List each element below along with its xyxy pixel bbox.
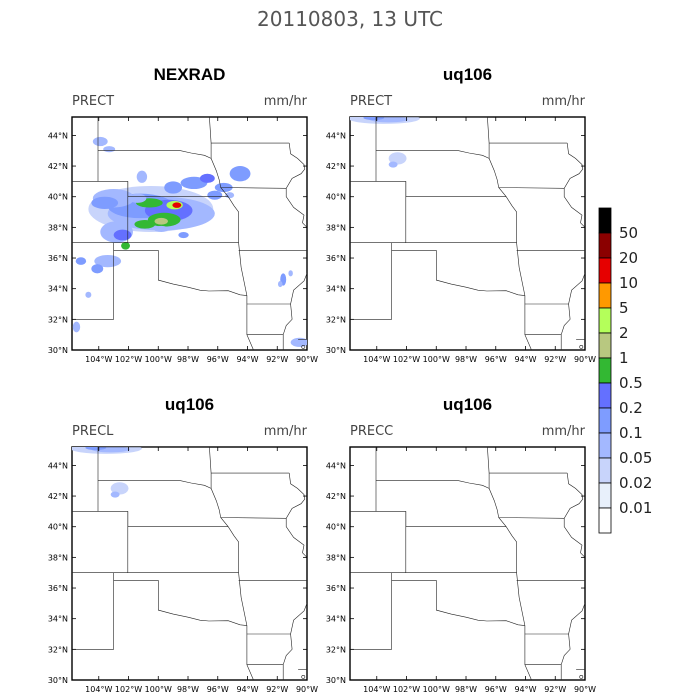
lon-tick-label: 100°W: [144, 355, 172, 364]
lat-tick-label: 34°N: [47, 614, 68, 624]
figure-title: 20110803, 13 UTC: [257, 7, 443, 31]
lon-tick-label: 90°W: [573, 355, 597, 364]
colorbar: [599, 208, 652, 533]
lon-tick-label: 92°W: [266, 355, 289, 364]
lat-tick-label: 32°N: [325, 315, 346, 325]
precip-blob: [363, 115, 384, 120]
lon-tick-label: 94°W: [514, 355, 537, 364]
precip-blob: [137, 171, 147, 183]
lat-tick-label: 40°N: [47, 192, 68, 202]
lat-tick-label: 38°N: [325, 223, 346, 233]
map-panels: [48, 65, 596, 694]
colorbar-label: 0.05: [619, 449, 653, 467]
precip-blob: [76, 257, 86, 265]
map-frame: [350, 447, 585, 680]
precip-blob: [73, 322, 80, 333]
lon-tick-label: 100°W: [422, 685, 450, 694]
colorbar-label: 20: [619, 249, 639, 267]
colorbar-label: 50: [619, 224, 639, 242]
panel-variable: PRECC: [350, 424, 394, 439]
panel-variable: PRECT: [72, 94, 115, 109]
colorbar-swatch: [599, 433, 611, 458]
panel-title: uq106: [442, 395, 493, 414]
lon-tick-label: 98°W: [176, 685, 200, 694]
lon-tick-label: 104°W: [363, 355, 391, 364]
colorbar-label: 0.01: [619, 499, 653, 517]
lon-tick-label: 90°W: [295, 685, 319, 694]
lat-tick-label: 30°N: [325, 676, 346, 685]
panel-title: uq106: [164, 395, 215, 414]
lat-tick-label: 42°N: [325, 162, 346, 172]
colorbar-label: 0.02: [619, 474, 653, 492]
lon-tick-label: 102°W: [392, 685, 421, 694]
colorbar-label: 10: [619, 274, 639, 292]
colorbar-swatch: [599, 208, 611, 233]
lon-tick-label: 102°W: [114, 685, 143, 694]
colorbar-swatch: [599, 408, 611, 433]
precip-blob: [178, 232, 188, 238]
lat-tick-label: 38°N: [47, 223, 68, 233]
lon-tick-label: 90°W: [573, 685, 597, 694]
lon-tick-label: 98°W: [176, 355, 200, 364]
lat-tick-label: 40°N: [47, 522, 68, 532]
precip-blob: [154, 226, 169, 232]
map-panel: [326, 395, 596, 694]
lon-tick-label: 96°W: [206, 355, 229, 364]
precip-blob: [134, 220, 155, 229]
colorbar-label: 0.1: [619, 424, 643, 442]
lat-tick-label: 36°N: [47, 254, 68, 264]
colorbar-label: 1: [619, 349, 629, 367]
precip-blob: [288, 270, 292, 276]
precip-blob: [93, 137, 108, 146]
panel-units: mm/hr: [263, 94, 307, 109]
map-frame: [72, 447, 307, 680]
colorbar-swatch: [599, 233, 611, 258]
lon-tick-label: 92°W: [544, 355, 567, 364]
precip-blob: [103, 146, 115, 152]
lon-tick-label: 104°W: [85, 355, 113, 364]
panel-units: mm/hr: [263, 424, 307, 439]
lat-tick-label: 42°N: [325, 492, 346, 502]
lat-tick-label: 30°N: [47, 346, 68, 355]
map-panel: [48, 395, 318, 694]
panel-title: uq106: [442, 65, 493, 84]
lat-tick-label: 44°N: [325, 461, 346, 471]
panel-units: mm/hr: [541, 94, 585, 109]
lon-tick-label: 98°W: [454, 685, 478, 694]
colorbar-label: 5: [619, 299, 629, 317]
lon-tick-label: 90°W: [295, 355, 319, 364]
lat-tick-label: 32°N: [47, 315, 68, 325]
lat-tick-label: 42°N: [47, 492, 68, 502]
precip-blob: [91, 197, 118, 209]
lon-tick-label: 102°W: [392, 355, 421, 364]
lat-tick-label: 38°N: [47, 553, 68, 563]
lat-tick-label: 44°N: [325, 131, 346, 141]
lat-tick-label: 40°N: [325, 522, 346, 532]
lat-tick-label: 30°N: [325, 346, 346, 355]
lat-tick-label: 44°N: [47, 461, 68, 471]
precip-blob: [129, 194, 147, 203]
precip-blob: [164, 181, 182, 193]
colorbar-swatch: [599, 508, 611, 533]
lat-tick-label: 32°N: [47, 645, 68, 655]
lon-tick-label: 100°W: [422, 355, 450, 364]
map-frame: [350, 117, 585, 350]
lon-tick-label: 98°W: [454, 355, 478, 364]
lat-tick-label: 34°N: [325, 614, 346, 624]
lat-tick-label: 36°N: [325, 254, 346, 264]
lat-tick-label: 34°N: [47, 284, 68, 294]
precip-blob: [225, 192, 234, 198]
colorbar-swatch: [599, 258, 611, 283]
precip-blob: [200, 174, 215, 183]
colorbar-swatch: [599, 358, 611, 383]
map-panel: [48, 65, 318, 364]
colorbar-swatch: [599, 333, 611, 358]
colorbar-swatch: [599, 458, 611, 483]
panel-variable: PRECL: [72, 424, 114, 439]
lat-tick-label: 38°N: [325, 553, 346, 563]
lon-tick-label: 92°W: [266, 685, 289, 694]
colorbar-swatch: [599, 383, 611, 408]
precip-blob: [389, 161, 398, 167]
precip-blob: [207, 191, 222, 200]
lat-tick-label: 42°N: [47, 162, 68, 172]
colorbar-swatch: [599, 483, 611, 508]
lat-tick-label: 36°N: [47, 584, 68, 594]
map-panel: [326, 65, 596, 364]
lon-tick-label: 92°W: [544, 685, 567, 694]
lon-tick-label: 94°W: [236, 685, 259, 694]
colorbar-label: 0.5: [619, 374, 643, 392]
panel-variable: PRECT: [350, 94, 393, 109]
panel-title: NEXRAD: [153, 65, 226, 84]
precip-blob: [121, 242, 130, 250]
lat-tick-label: 32°N: [325, 645, 346, 655]
precip-blob: [155, 218, 168, 225]
precip-blob: [230, 166, 251, 181]
lat-tick-label: 34°N: [325, 284, 346, 294]
lat-tick-label: 30°N: [47, 676, 68, 685]
lon-tick-label: 104°W: [85, 685, 113, 694]
lon-tick-label: 94°W: [236, 355, 259, 364]
colorbar-swatch: [599, 308, 611, 333]
precip-blob: [114, 230, 132, 241]
lon-tick-label: 100°W: [144, 685, 172, 694]
lon-tick-label: 102°W: [114, 355, 143, 364]
precip-blob: [111, 491, 120, 497]
precip-blob: [278, 281, 282, 287]
lon-tick-label: 96°W: [484, 355, 507, 364]
lat-tick-label: 44°N: [47, 131, 68, 141]
lat-tick-label: 36°N: [325, 584, 346, 594]
lon-tick-label: 104°W: [363, 685, 391, 694]
precip-blob: [172, 202, 181, 208]
lat-tick-label: 40°N: [325, 192, 346, 202]
precip-blob: [91, 264, 103, 273]
lon-tick-label: 96°W: [484, 685, 507, 694]
colorbar-swatch: [599, 283, 611, 308]
lon-tick-label: 94°W: [514, 685, 537, 694]
colorbar-label: 2: [619, 324, 629, 342]
colorbar-label: 0.2: [619, 399, 643, 417]
panel-units: mm/hr: [541, 424, 585, 439]
precip-blob: [85, 445, 106, 450]
lon-tick-label: 96°W: [206, 685, 229, 694]
precip-blob: [85, 292, 91, 298]
